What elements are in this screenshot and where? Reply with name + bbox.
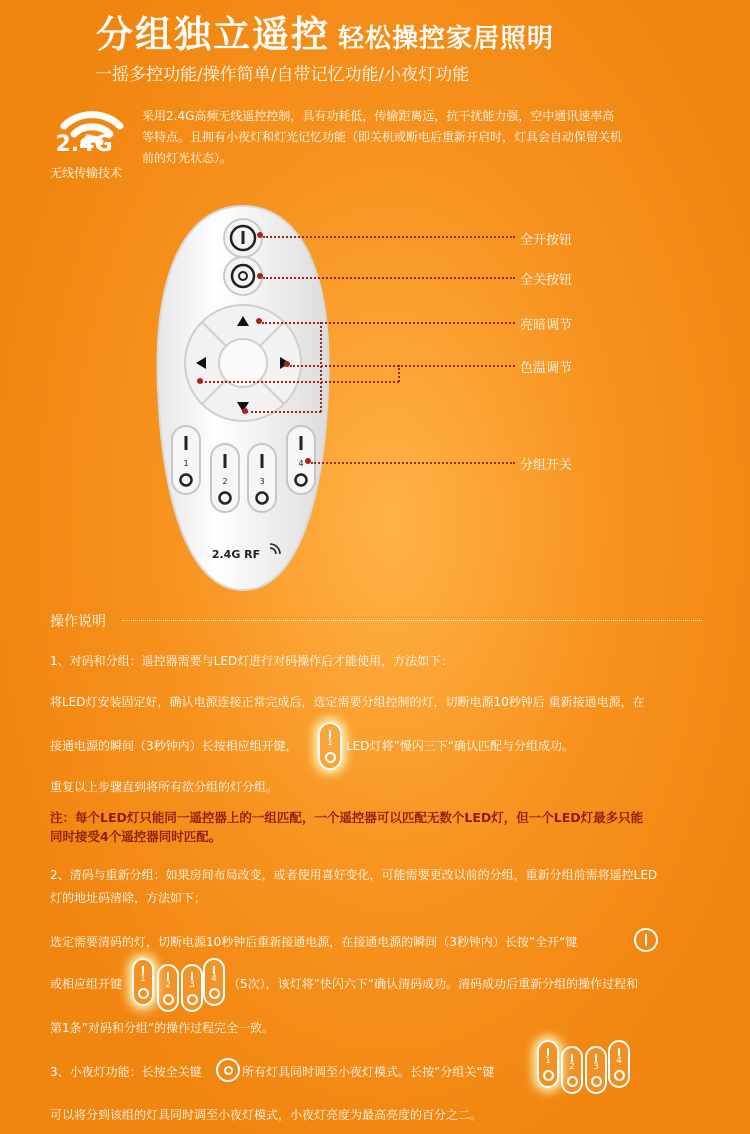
section-title: 操作说明 bbox=[50, 614, 106, 630]
group-on-key-icon: 1 bbox=[318, 722, 342, 770]
instruction-text: 或相应组开键 bbox=[50, 977, 123, 991]
note-box bbox=[50, 808, 710, 846]
power-off-key-icon bbox=[216, 1058, 240, 1082]
description-line: 采用2.4G高频无线遥控控制，具有功耗低，传输距离远，抗干扰能力强，空中通讯速率高 bbox=[142, 109, 615, 123]
callout-dot bbox=[242, 408, 248, 414]
description-line: 等特点。且拥有小夜灯和灯光记忆功能（即关机或断电后重新开启时，灯具会自动保留关机 bbox=[142, 130, 623, 144]
group-key-2-icon: 2 bbox=[561, 1046, 583, 1094]
callout-line bbox=[320, 322, 322, 412]
instruction-text: （5次），该灯将”快闪六下“确认清码成功。清码成功后重新分组的操作过程和 bbox=[228, 977, 639, 991]
group-key-4-icon: 4 bbox=[608, 1040, 630, 1088]
svg-text:2: 2 bbox=[222, 477, 228, 486]
instruction-text: 选定需要清码的灯，切断电源10秒钟后重新接通电源，在接通电源的瞬间（3秒钟内）长按”全开“键 bbox=[50, 935, 578, 949]
callout-on-button: 全开按钮 bbox=[520, 233, 573, 248]
instruction-text: 2、清码与重新分组：如果房间布局改变，或者使用喜好变化，可能需要更改以前的分组，重新分组前需将遥控LED bbox=[50, 868, 658, 882]
instruction-text: 灯的地址码清除，方法如下； bbox=[50, 891, 207, 905]
instruction-text: 所有灯具同时调至小夜灯模式。长按”分组关“键 bbox=[242, 1065, 495, 1079]
instruction-text: 第1条”对码和分组“的操作过程完全一致。 bbox=[50, 1021, 275, 1035]
group-key-2-icon: 2 bbox=[157, 964, 179, 1012]
callout-line bbox=[263, 236, 515, 238]
svg-text:1: 1 bbox=[183, 459, 189, 468]
title-main: 分组独立遥控 bbox=[96, 13, 330, 56]
svg-text:3: 3 bbox=[259, 477, 265, 486]
callout-line bbox=[201, 381, 399, 383]
callout-line bbox=[398, 365, 400, 382]
note-line: 注：每个LED灯只能同一遥控器上的一组匹配，一个遥控器可以匹配无数个LED灯，但一个LED灯最多只能 bbox=[50, 810, 644, 825]
instruction-text: 将LED灯安装固定好，确认电源连接正常完成后，选定需要分组控制的灯，切断电源10秒钟后 重新接通电源，在 bbox=[50, 695, 645, 709]
feature-subtitle: 一摇多控功能/操作简单/自带记忆功能/小夜灯功能 bbox=[95, 65, 470, 85]
badge-label: 2.4G bbox=[55, 132, 113, 157]
badge-caption: 无线传输技术 bbox=[49, 166, 122, 180]
power-on-key-icon bbox=[634, 928, 658, 952]
callout-off-button: 全关按钮 bbox=[520, 273, 573, 288]
group-key-1-icon: 1 bbox=[537, 1040, 559, 1088]
note-line: 同时接受4个遥控器同时匹配。 bbox=[50, 829, 222, 844]
group-key-3-icon: 3 bbox=[181, 964, 203, 1012]
callout-line bbox=[262, 322, 515, 324]
callout-line bbox=[246, 411, 321, 413]
callout-line bbox=[290, 365, 515, 367]
callout-line bbox=[311, 462, 515, 464]
instruction-text: 3、小夜灯功能：长按全关键 bbox=[50, 1065, 202, 1079]
page-title bbox=[96, 4, 554, 58]
callout-color-temp: 色温调节 bbox=[520, 361, 573, 376]
callout-line bbox=[263, 277, 515, 279]
instruction-text: 可以将分到该组的灯具同时调至小夜灯模式，小夜灯亮度为最高亮度的百分之二。 bbox=[50, 1108, 483, 1122]
svg-text:4: 4 bbox=[298, 459, 304, 468]
instruction-text: LED灯将”慢闪三下“确认匹配与分组成功。 bbox=[346, 739, 574, 753]
remote-control-illustration bbox=[148, 198, 338, 598]
instruction-text: 接通电源的瞬间（3秒钟内）长按相应组开键， bbox=[50, 739, 298, 753]
callout-brightness: 亮暗调节 bbox=[520, 318, 573, 333]
group-key-3-icon: 3 bbox=[585, 1046, 607, 1094]
callout-dot bbox=[197, 378, 203, 384]
product-description bbox=[142, 106, 682, 169]
section-divider bbox=[122, 620, 702, 621]
instruction-text: 重复以上步骤直到将所有欲分组的灯分组。 bbox=[50, 780, 279, 794]
group-key-1-icon: 1 bbox=[132, 958, 154, 1006]
svg-text:2.4G RF: 2.4G RF bbox=[211, 548, 261, 561]
callout-group-switch: 分组开关 bbox=[520, 458, 573, 473]
group-key-4-icon: 4 bbox=[203, 958, 225, 1006]
title-sub: 轻松操控家居照明 bbox=[338, 24, 555, 54]
description-line: 前的灯光状态）。 bbox=[142, 151, 233, 165]
instruction-text: 1、对码和分组：遥控器需要与LED灯进行对码操作后才能使用，方法如下： bbox=[50, 654, 454, 668]
